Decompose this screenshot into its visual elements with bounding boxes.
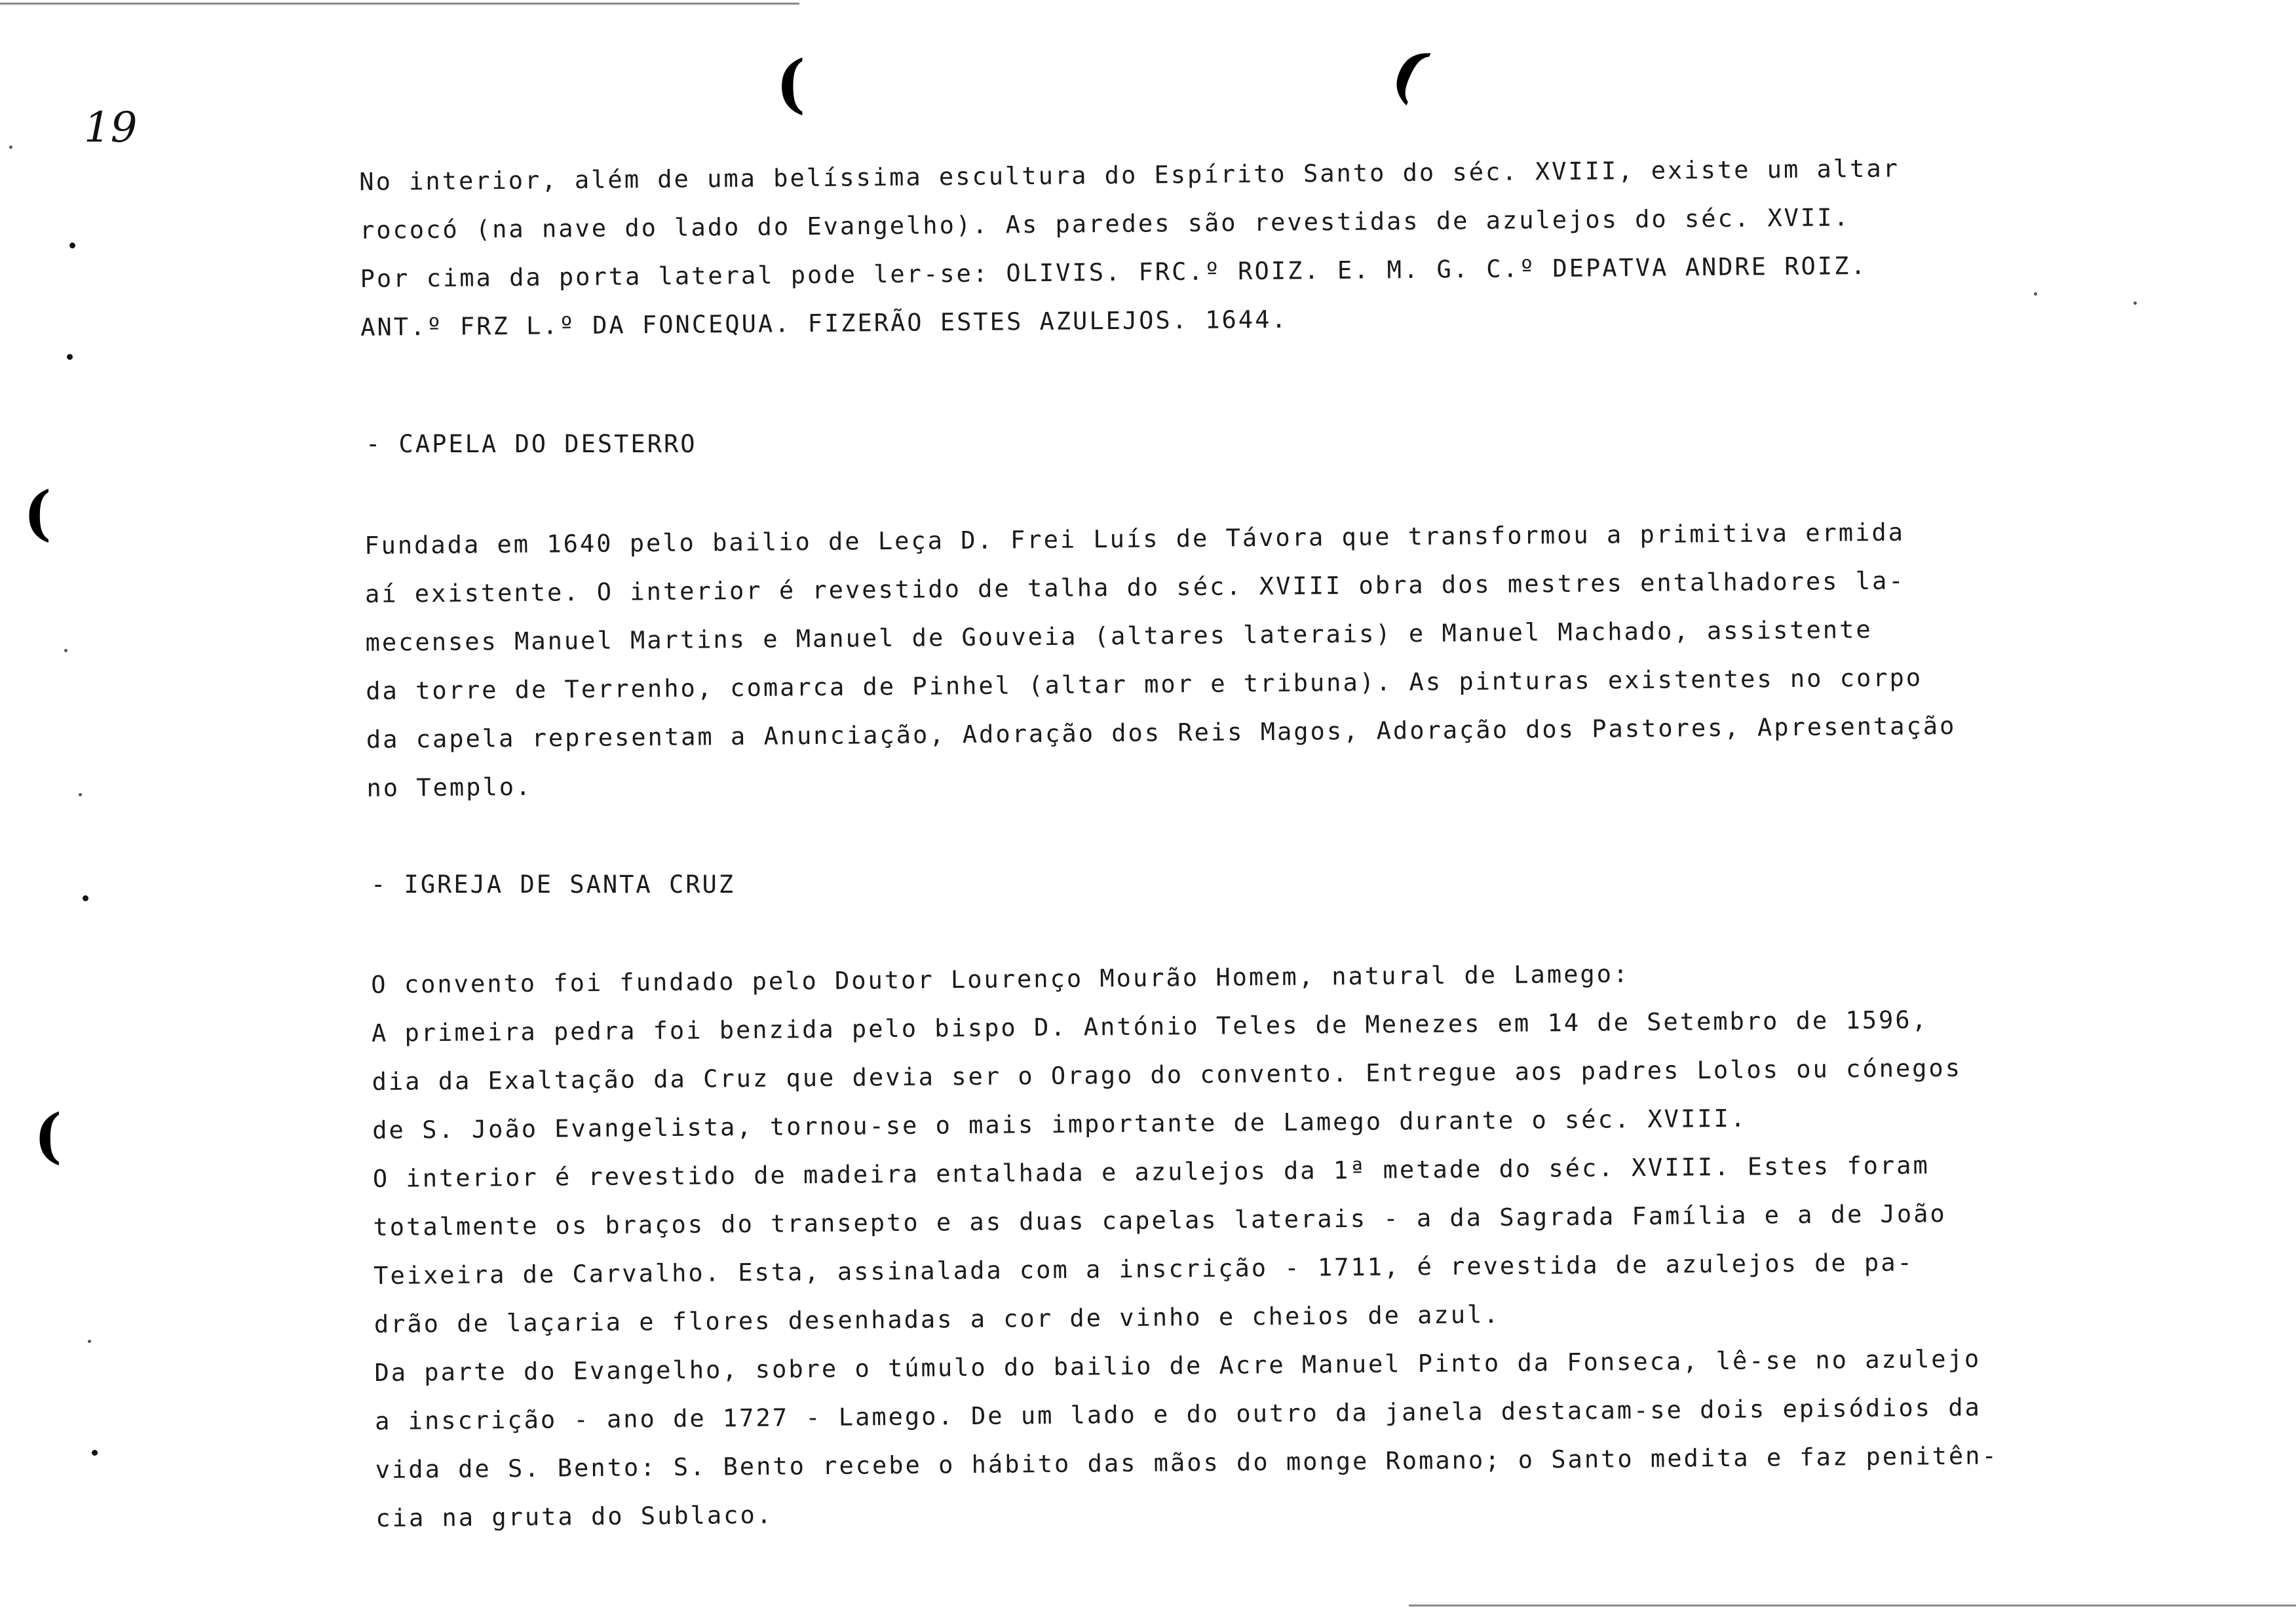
scan-edge-bottom [1409, 1605, 2296, 1606]
scan-speck [2133, 302, 2137, 305]
punch-hole-mark-top-left: ( [776, 47, 806, 121]
scan-speck [92, 1450, 98, 1456]
scan-speck [64, 649, 67, 652]
text-line: totalmente os braços do transepto e as duas capelas laterais - a da Sagrada Família e a de João [373, 1199, 1947, 1241]
text-line: Da parte do Evangelho, sobre o túmulo do bailio de Acre Manuel Pinto da Fonseca, lê-se no azulejo [374, 1344, 1981, 1387]
text-line: Por cima da porta lateral pode ler-se: OLIVIS. FRC.º ROIZ. E. M. G. C.º DEPATVA ANDRE ROIZ. [360, 251, 1867, 293]
text-line: mecenses Manuel Martins e Manuel de Gouveia (altares laterais) e Manuel Machado, assistente [365, 615, 1873, 657]
text-line: no Templo. [366, 772, 533, 802]
punch-hole-mark-left-lower: ( [34, 1101, 62, 1171]
text-line: No interior, além de uma belíssima escultura do Espírito Santo do séc. XVIII, existe um altar [359, 154, 1900, 196]
text-line: O interior é revestido de madeira entalhada e azulejos da 1ª metade do séc. XVIII. Estes foram [372, 1151, 1930, 1193]
text-line: dia da Exaltação da Cruz que devia ser o Orago do convento. Entregue aos padres Lolos ou cónegos [372, 1053, 1962, 1096]
paragraph-interior-azulejos [359, 144, 2012, 352]
text-line: aí existente. O interior é revestido de talha do séc. XVIII obra dos mestres entalhadores la- [364, 566, 1905, 608]
text-line: O convento foi fundado pelo Doutor Lourenço Mourão Homem, natural de Lamego: [371, 960, 1630, 999]
punch-hole-mark-left-upper: ( [24, 478, 52, 548]
scan-speck [88, 1340, 91, 1343]
paragraph-capela-do-desterro [364, 507, 2018, 813]
scan-speck [67, 354, 73, 360]
text-line: da capela representam a Anunciação, Adoração dos Reis Magos, Adoração dos Pastores, Apresentação [366, 711, 1957, 754]
text-line: vida de S. Bento: S. Bento recebe o hábito das mãos do monge Romano; o Santo medita e faz penitên- [375, 1441, 1999, 1484]
scan-speck [79, 793, 82, 796]
text-line: cia na gruta do Sublaco. [375, 1500, 774, 1532]
text-line: drão de laçaria e flores desenhadas a cor de vinho e cheios de azul. [373, 1300, 1501, 1338]
text-line: rococó (na nave do lado do Evangelho). As paredes são revestidas de azulejos do séc. XVII. [359, 203, 1850, 244]
text-line: Teixeira de Carvalho. Esta, assinalada com a inscrição - 1711, é revestida de azulejos de pa- [373, 1248, 1914, 1290]
text-line: a inscrição - ano de 1727 - Lamego. De um lado e do outro da janela destacam-se dois episódios da [374, 1393, 1981, 1435]
punch-hole-mark-top-right: ( [1380, 31, 1439, 112]
text-line: da torre de Terrenho, comarca de Pinhel (altar mor e tribuna). As pinturas existentes no corpo [366, 663, 1923, 705]
scan-edge-top [0, 3, 799, 5]
scan-speck [9, 146, 12, 149]
section-heading-capela-do-desterro: - CAPELA DO DESTERRO [366, 430, 697, 458]
paragraph-igreja-de-santa-cruz [371, 946, 2027, 1543]
section-heading-igreja-de-santa-cruz: - IGREJA DE SANTA CRUZ [371, 870, 736, 899]
text-line: Fundada em 1640 pelo bailio de Leça D. Frei Luís de Távora que transformou a primitiva ermida [364, 518, 1905, 560]
scan-speck [83, 895, 88, 901]
scan-speck [2034, 292, 2037, 296]
text-line: A primeira pedra foi benzida pelo bispo D. António Teles de Menezes em 14 de Setembro de 1596, [371, 1005, 1928, 1047]
text-line: de S. João Evangelista, tornou-se o mais importante de Lamego durante o séc. XVIII. [372, 1104, 1748, 1144]
text-line: ANT.º FRZ L.º DA FONCEQUA. FIZERÃO ESTES AZULEJOS. 1644. [360, 305, 1288, 341]
page-number: 19 [84, 104, 138, 152]
scan-speck [69, 243, 75, 248]
